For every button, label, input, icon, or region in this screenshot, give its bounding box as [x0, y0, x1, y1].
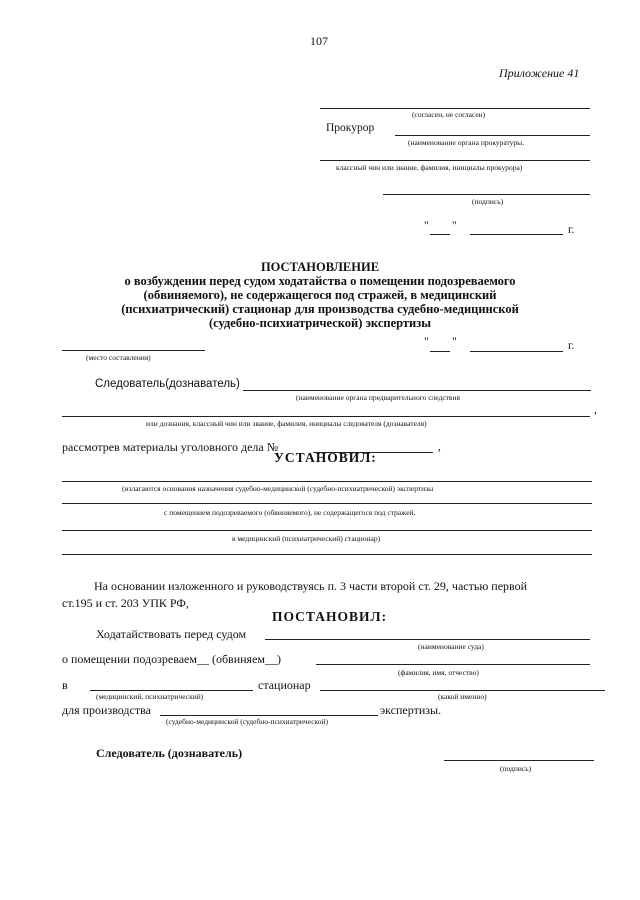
agree-line: [320, 108, 590, 109]
established-heading: УСТАНОВИЛ:: [274, 450, 377, 465]
established-caption-3: в медицинский (психиатрический) стационар): [232, 534, 381, 543]
prosecutor-signature-caption: (подпись): [472, 197, 504, 206]
approval-year-suffix: г.: [568, 224, 575, 236]
expertise-type-line: [160, 715, 378, 716]
document-heading: ПОСТАНОВЛЕНИЕ: [260, 260, 380, 274]
signature-label: Следователь (дознаватель): [96, 746, 243, 760]
basis-line-2: ст.195 и ст. 203 УПК РФ,: [62, 596, 189, 610]
date-quote-open: ": [424, 336, 429, 348]
established-line-4: [62, 554, 592, 555]
hospital-which-line: [320, 690, 605, 691]
court-line: [265, 639, 590, 640]
established-caption-1: (излагаются основания назначения судебно-медицинской (судебно-психиатрической) экспертизы: [122, 484, 434, 493]
established-caption-2: с помещением подозреваемого (обвиняемого), не содержащегося под стражей,: [164, 508, 416, 517]
investigator-name-line: [62, 416, 590, 417]
hospital-which-caption: (какой именно): [438, 692, 487, 701]
investigator-label: Следователь(дознаватель): [95, 378, 240, 390]
place-caption: (место составления): [86, 353, 151, 362]
signature-line: [444, 760, 594, 761]
prosecutor-org-line: [395, 135, 590, 136]
hospital-word: стационар: [258, 678, 311, 692]
prosecutor-label: Прокурор: [326, 122, 375, 134]
approval-day-line: [430, 234, 450, 235]
year-suffix: г.: [568, 340, 575, 352]
title-line-1: о возбуждении перед судом ходатайства о помещении подозреваемого: [124, 274, 516, 288]
place-line: [62, 350, 205, 351]
basis-line-1: На основании изложенного и руководствуясь п. 3 части второй ст. 29, частью первой: [94, 579, 528, 593]
in-text: в: [62, 678, 68, 692]
established-line-2: [62, 503, 592, 504]
prosecutor-signature-line: [383, 194, 590, 195]
fio-caption: (фамилия, имя, отчество): [398, 668, 479, 677]
approval-date-quote-close: ": [452, 220, 457, 232]
title-line-3: (психиатрический) стационар для производства судебно-медицинской: [121, 302, 519, 316]
placement-text: о помещении подозреваем__ (обвиняем__): [62, 652, 281, 666]
case-comma: ,: [438, 441, 441, 453]
investigator-org-caption: (наименование органа предварительного следствия: [296, 393, 460, 402]
title-line-2: (обвиняемого), не содержащегося под стражей, в медицинский: [143, 288, 497, 302]
agree-caption: (согласен, не согласен): [412, 110, 486, 119]
for-text: для производства: [62, 703, 151, 717]
established-line-1: [62, 481, 592, 482]
investigator-name-caption: или дознания, классный чин или звание, фамилия, инициалы следователя (дознавателя): [146, 419, 427, 428]
investigator-comma: ,: [594, 404, 597, 416]
appendix-label: Приложение 41: [499, 66, 580, 80]
month-line: [470, 351, 563, 352]
prosecutor-org-caption: (наименование органа прокуратуры.: [408, 138, 525, 147]
page-number: 107: [310, 34, 328, 48]
approval-month-line: [470, 234, 563, 235]
hospital-type-line: [90, 690, 253, 691]
prosecutor-rank-caption: классный чин или звание, фамилия, инициалы прокурора): [336, 163, 523, 172]
date-quote-close: ": [452, 336, 457, 348]
title-line-4: (судебно-психиатрической) экспертизы: [208, 316, 432, 330]
prosecutor-rank-line: [320, 160, 590, 161]
court-caption: (наименование суда): [418, 642, 484, 651]
fio-line: [316, 664, 590, 665]
established-line-3: [62, 530, 592, 531]
expertise-caption: (судебно-медицинской (судебно-психиатрической): [166, 717, 329, 726]
approval-date-quote-open: ": [424, 220, 429, 232]
signature-caption: (подпись): [500, 764, 532, 773]
investigator-org-line: [243, 390, 591, 391]
day-line: [430, 351, 450, 352]
decided-heading: ПОСТАНОВИЛ:: [272, 609, 388, 624]
hospital-type-caption: (медицинский, психиатрический): [96, 692, 204, 701]
petition-text: Ходатайствовать перед судом: [96, 627, 247, 641]
case-text: рассмотрев материалы уголовного дела №: [62, 440, 279, 454]
expertise-word: экспертизы.: [380, 703, 442, 717]
